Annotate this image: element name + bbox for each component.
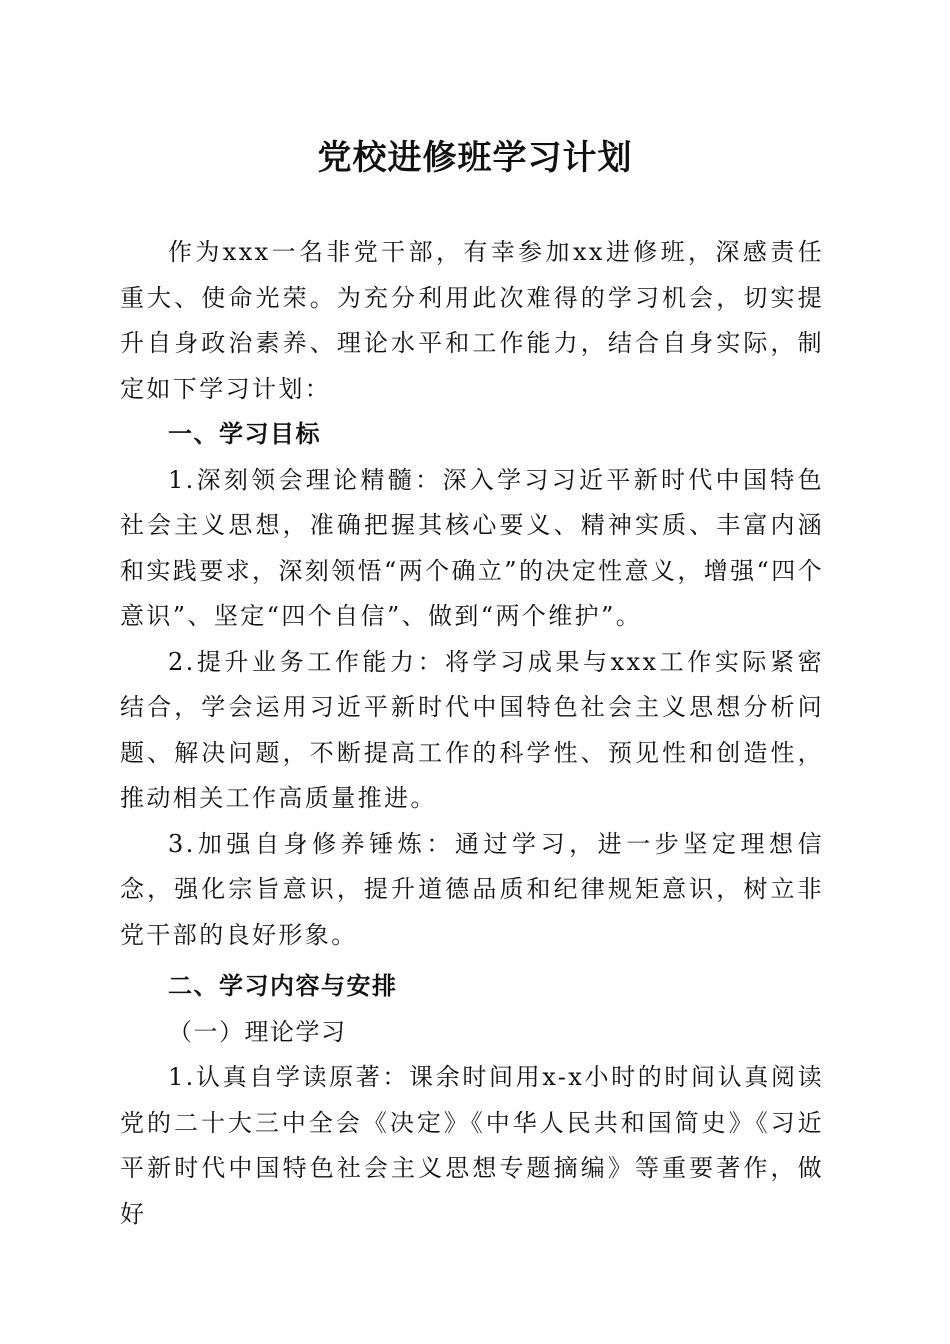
- theory-item-1: 1.认真自学读原著：课余时间用x-x小时的时间认真阅读党的二十大三中全会《决定》《中华人民共和国简史》《习近平新时代中国特色社会主义思想专题摘编》等重要著作，做好: [120, 1063, 824, 1228]
- document-title: 党校进修班学习计划: [317, 138, 633, 178]
- section-heading-goals: 一、学习目标: [168, 420, 321, 448]
- section-heading-content: 二、学习内容与安排: [168, 972, 398, 1000]
- goal-item-2: 2.提升业务工作能力：将学习成果与xxx工作实际紧密结合，学会运用习近平新时代中国特色社会主义思想分析问题、解决问题，不断提高工作的科学性、预见性和创造性，推动相关工作高质量推进。: [120, 647, 824, 812]
- subsection-heading-theory: （一）理论学习: [168, 1017, 347, 1046]
- goal-item-1: 1.深刻领会理论精髓：深入学习习近平新时代中国特色社会主义思想，准确把握其核心要义、精神实质、丰富内涵和实践要求，深刻领悟“两个确立”的决定性意义，增强“四个意识”、坚定“四个自信”、做到“两个维护”。: [120, 465, 825, 630]
- intro-paragraph: 作为xxx一名非党干部，有幸参加xx进修班，深感责任重大、使命光荣。为充分利用此次难得的学习机会，切实提升自身政治素养、理论水平和工作能力，结合自身实际，制定如下学习计划：: [120, 238, 824, 403]
- goal-item-3: 3.加强自身修养锤炼：通过学习，进一步坚定理想信念，强化宗旨意识，提升道德品质和纪律规矩意识，树立非党干部的良好形象。: [120, 829, 824, 949]
- document-body: [120, 230, 824, 1237]
